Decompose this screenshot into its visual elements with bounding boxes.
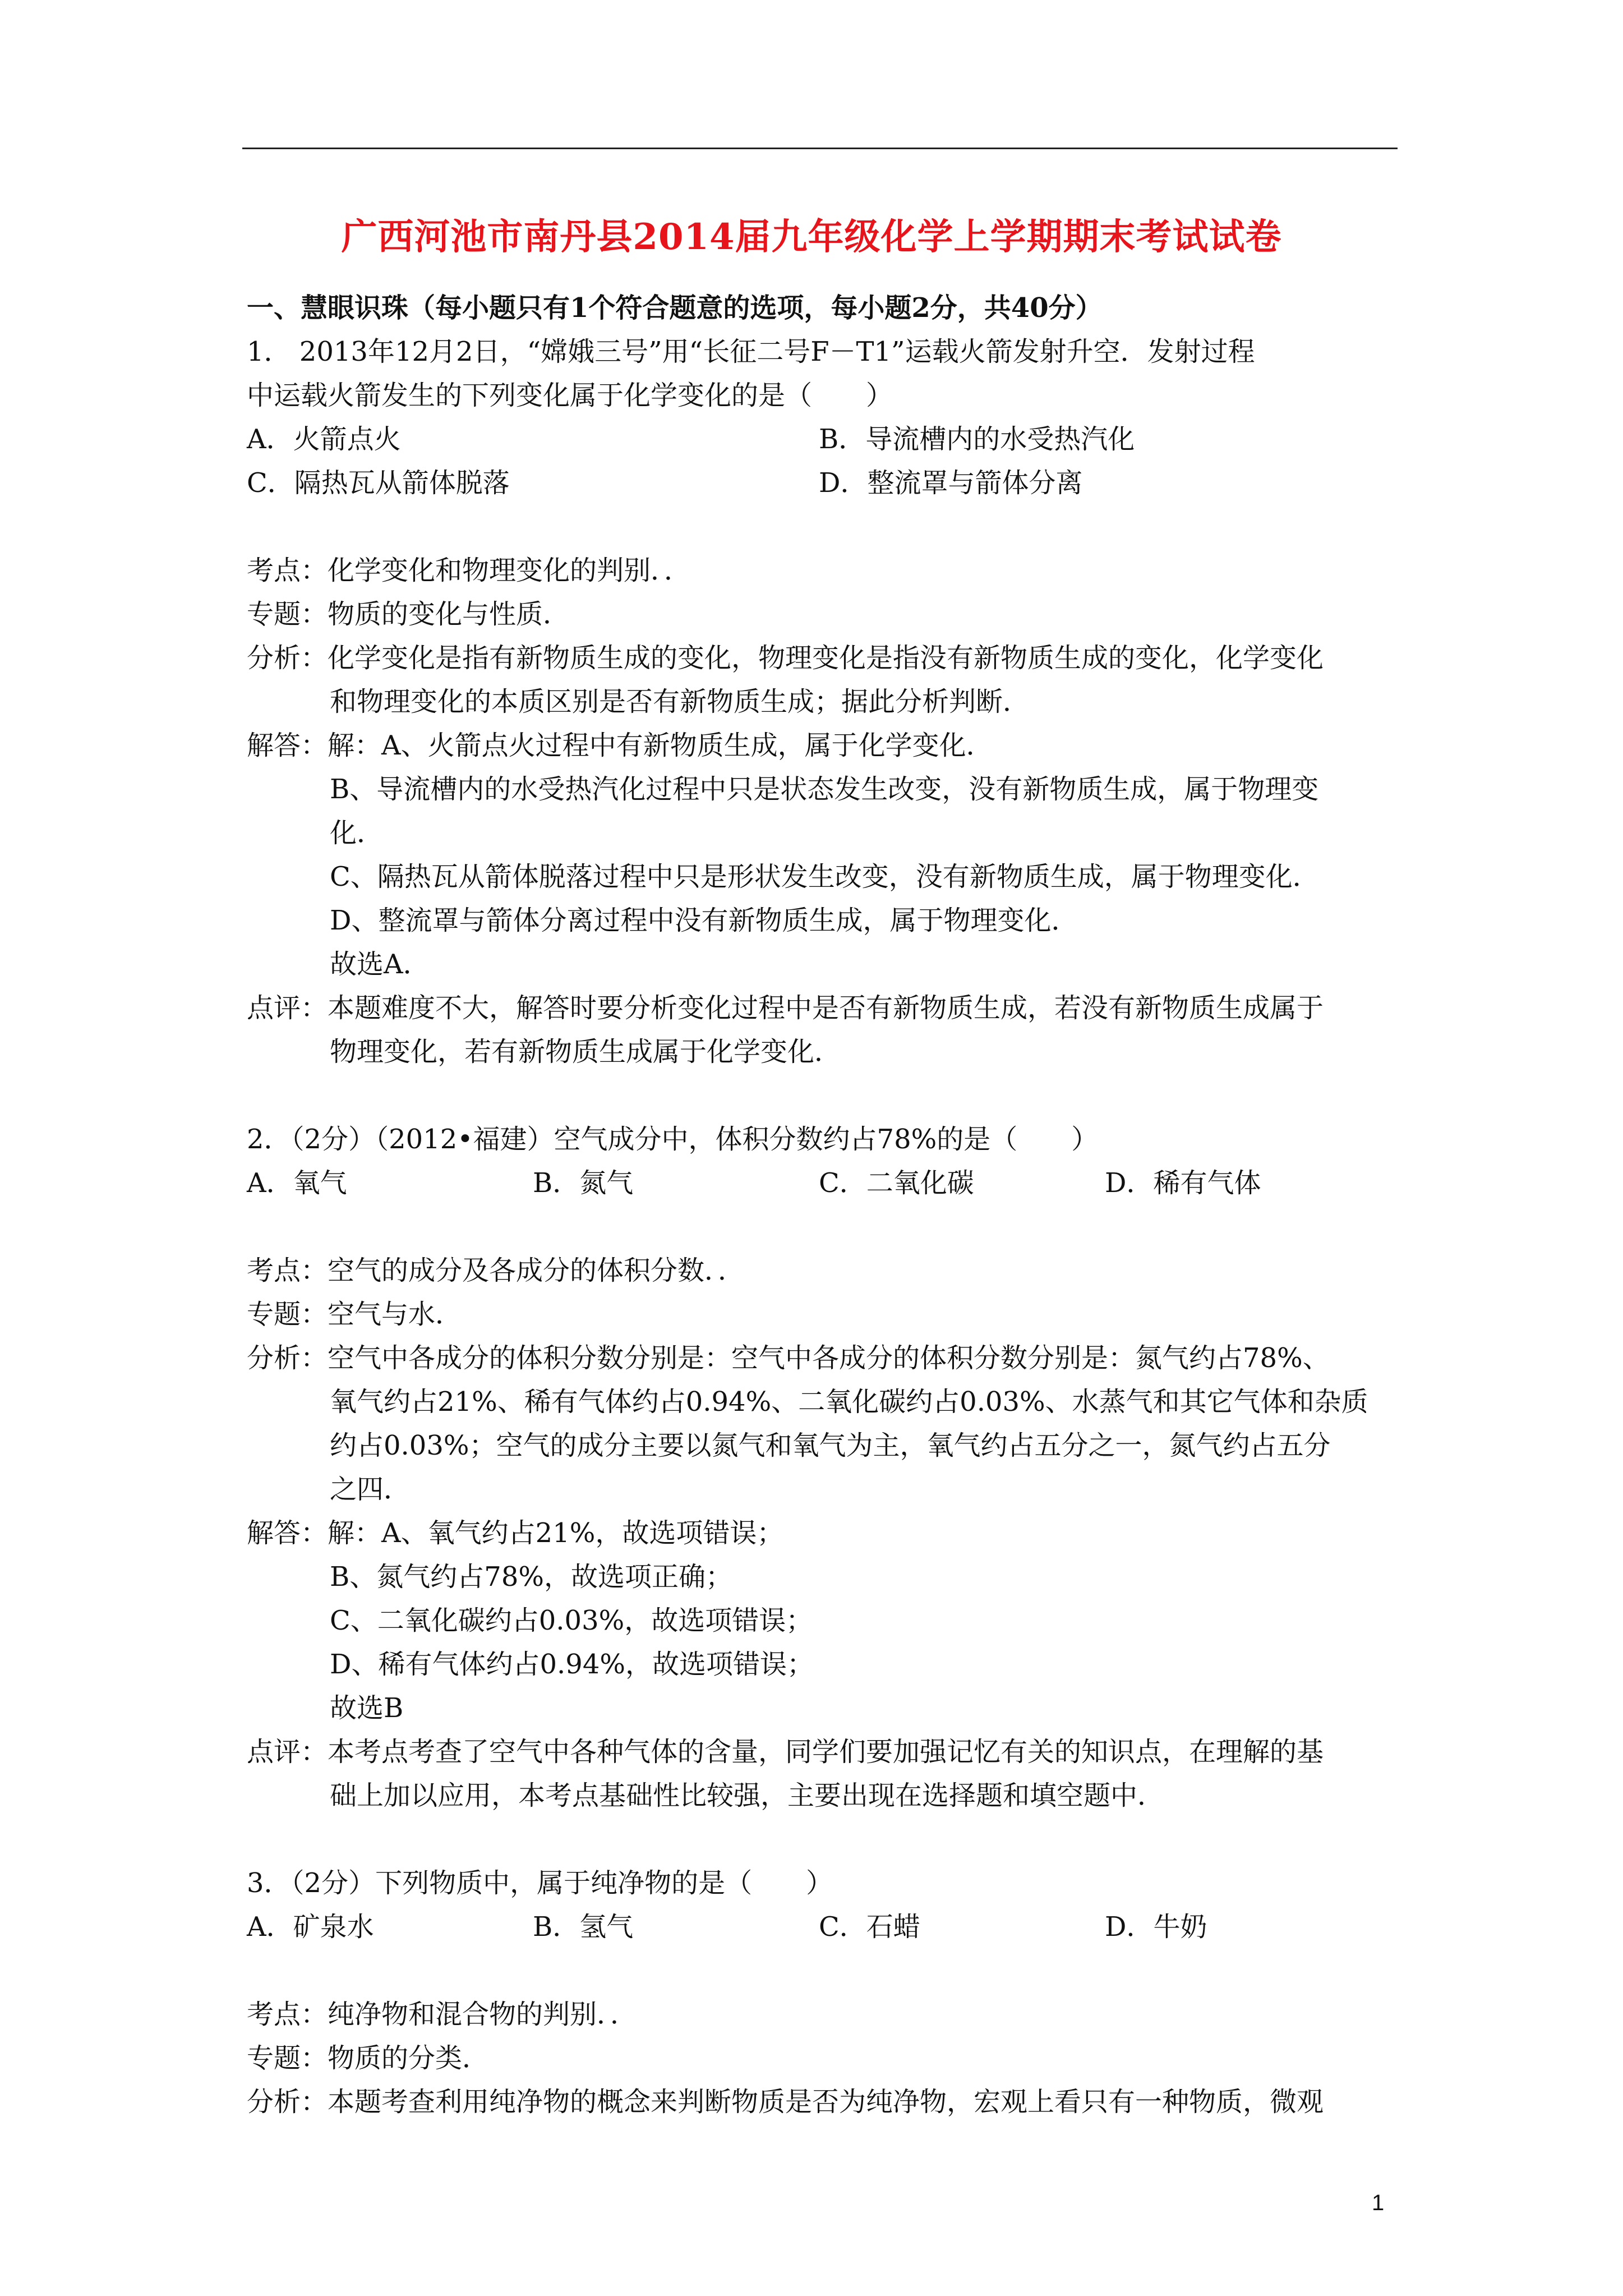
q1-options-row2 bbox=[247, 461, 1391, 505]
q3-fenxi-label: 分析： bbox=[247, 2086, 328, 2118]
q3-option-a: A．矿泉水 bbox=[247, 1911, 374, 1943]
q1-fenxi-label: 分析： bbox=[247, 642, 328, 674]
q1-stem-line2: 中运载火箭发生的下列变化属于化学变化的是（ ） bbox=[247, 380, 893, 411]
q1-option-c: C．隔热瓦从箭体脱落 bbox=[247, 467, 510, 499]
q2-jieda-line3: C、二氧化碳约占0.03%，故选项错误； bbox=[330, 1605, 813, 1636]
q3-option-c: C．石蜡 bbox=[819, 1911, 920, 1943]
q1-jieda bbox=[247, 724, 1391, 767]
q1-fenxi-line2: 和物理变化的本质区别是否有新物质生成；据此分析判断． bbox=[330, 686, 1030, 717]
q2-jieda-line4: D、稀有气体约占0.94%，故选项错误； bbox=[330, 1649, 814, 1680]
q2-fenxi-line3: 约占0.03%；空气的成分主要以氮气和氧气为主，氧气约占五分之一，氮气约占五分 bbox=[330, 1430, 1331, 1461]
q2-kaodian-text: 空气的成分及各成分的体积分数．． bbox=[328, 1255, 745, 1286]
q1-zhuanti-text: 物质的变化与性质． bbox=[328, 599, 570, 630]
q2-fenxi-line2: 氧气约占21%、稀有气体约占0.94%、二氧化碳约占0.03%、水蒸气和其它气体和杂质 bbox=[330, 1386, 1368, 1418]
q1-jieda-line6: 故选A． bbox=[330, 949, 430, 980]
q2-jieda-line5: 故选B bbox=[330, 1692, 404, 1724]
q1-jieda-line3: 化． bbox=[330, 817, 384, 849]
q1-kaodian-text: 化学变化和物理变化的判别．． bbox=[328, 555, 691, 586]
q2-jieda bbox=[247, 1511, 1391, 1555]
q1-stem-line1: 1． 2013年12月2日，“嫦娥三号”用“长征二号F－T1”运载火箭发射升空．发射过程 bbox=[247, 336, 1255, 367]
q3-kaodian-label: 考点： bbox=[247, 1999, 328, 2030]
q2-jieda-line1: 解：A、氧气约占21%，故选项错误； bbox=[328, 1517, 784, 1549]
q2-zhuanti-text: 空气与水． bbox=[328, 1299, 463, 1330]
q2-options bbox=[247, 1161, 1391, 1205]
q1-option-b: B．导流槽内的水受热汽化 bbox=[819, 424, 1135, 455]
q2-kaodian-label: 考点： bbox=[247, 1255, 328, 1286]
q3-zhuanti-label: 专题： bbox=[247, 2042, 328, 2074]
exam-content bbox=[247, 286, 1391, 2124]
q1-kaodian-label: 考点： bbox=[247, 555, 328, 586]
q2-zhuanti bbox=[247, 1292, 1391, 1336]
q3-zhuanti-text: 物质的分类． bbox=[328, 2042, 490, 2074]
q2-stem: 2．（2分）（2012•福建）空气成分中，体积分数约占78%的是（ ） bbox=[247, 1124, 1099, 1155]
q2-option-c: C．二氧化碳 bbox=[819, 1167, 974, 1199]
q3-option-d: D．牛奶 bbox=[1105, 1911, 1207, 1943]
header-rule bbox=[242, 148, 1398, 149]
q2-jieda-label: 解答： bbox=[247, 1517, 328, 1549]
q2-option-b: B．氮气 bbox=[533, 1167, 634, 1199]
q3-fenxi bbox=[247, 2080, 1391, 2124]
q2-fenxi bbox=[247, 1336, 1391, 1380]
q1-fenxi bbox=[247, 636, 1391, 680]
q1-jieda-label: 解答： bbox=[247, 730, 328, 761]
q1-kaodian bbox=[247, 549, 1391, 592]
q3-kaodian-text: 纯净物和混合物的判别．． bbox=[328, 1999, 638, 2030]
q3-kaodian bbox=[247, 1993, 1391, 2036]
q3-zhuanti bbox=[247, 2036, 1391, 2080]
q1-dianping-line2: 物理变化，若有新物质生成属于化学变化． bbox=[330, 1036, 842, 1068]
q1-dianping bbox=[247, 986, 1391, 1030]
q2-dianping-label: 点评： bbox=[247, 1736, 328, 1768]
q1-option-d: D．整流罩与箭体分离 bbox=[819, 467, 1083, 499]
q1-dianping-label: 点评： bbox=[247, 992, 328, 1024]
q2-fenxi-line1: 空气中各成分的体积分数分别是：空气中各成分的体积分数分别是：氮气约占78%、 bbox=[328, 1342, 1330, 1374]
q2-jieda-line2: B、氮气约占78%，故选项正确； bbox=[330, 1561, 732, 1593]
section-heading: 一、慧眼识珠（每小题只有1个符合题意的选项，每小题2分，共40分） bbox=[247, 292, 1103, 324]
page-title: 广西河池市南丹县2014届九年级化学上学期期末考试试卷 bbox=[341, 216, 1282, 258]
q2-option-a: A．氧气 bbox=[247, 1167, 347, 1199]
q3-options bbox=[247, 1905, 1391, 1949]
q3-option-b: B．氢气 bbox=[533, 1911, 634, 1943]
q1-zhuanti bbox=[247, 592, 1391, 636]
q1-jieda-line1: 解：A、火箭点火过程中有新物质生成，属于化学变化． bbox=[328, 730, 993, 761]
q1-options-row1 bbox=[247, 417, 1391, 461]
q2-dianping bbox=[247, 1730, 1391, 1774]
q2-kaodian bbox=[247, 1249, 1391, 1292]
q2-zhuanti-label: 专题： bbox=[247, 1299, 328, 1330]
q1-jieda-line5: D、整流罩与箭体分离过程中没有新物质生成，属于物理变化． bbox=[330, 905, 1078, 936]
q1-fenxi-line1: 化学变化是指有新物质生成的变化，物理变化是指没有新物质生成的变化，化学变化 bbox=[328, 642, 1324, 674]
q2-fenxi-label: 分析： bbox=[247, 1342, 328, 1374]
q1-dianping-line1: 本题难度不大，解答时要分析变化过程中是否有新物质生成，若没有新物质生成属于 bbox=[328, 992, 1324, 1024]
q2-dianping-line1: 本考点考查了空气中各种气体的含量，同学们要加强记忆有关的知识点，在理解的基 bbox=[328, 1736, 1324, 1768]
q2-dianping-line2: 础上加以应用，本考点基础性比较强，主要出现在选择题和填空题中． bbox=[330, 1780, 1165, 1811]
q2-option-d: D．稀有气体 bbox=[1105, 1167, 1261, 1199]
q1-zhuanti-label: 专题： bbox=[247, 599, 328, 630]
page-number: 1 bbox=[1372, 2191, 1385, 2215]
q3-stem: 3．（2分）下列物质中，属于纯净物的是（ ） bbox=[247, 1867, 833, 1899]
q2-fenxi-line4: 之四． bbox=[330, 1474, 411, 1505]
q1-jieda-line2: B、导流槽内的水受热汽化过程中只是状态发生改变，没有新物质生成，属于物理变 bbox=[330, 774, 1319, 805]
q1-option-a: A．火箭点火 bbox=[247, 424, 401, 455]
q3-fenxi-line1: 本题考查利用纯净物的概念来判断物质是否为纯净物，宏观上看只有一种物质，微观 bbox=[328, 2086, 1324, 2118]
q1-jieda-line4: C、隔热瓦从箭体脱落过程中只是形状发生改变，没有新物质生成，属于物理变化． bbox=[330, 861, 1320, 892]
